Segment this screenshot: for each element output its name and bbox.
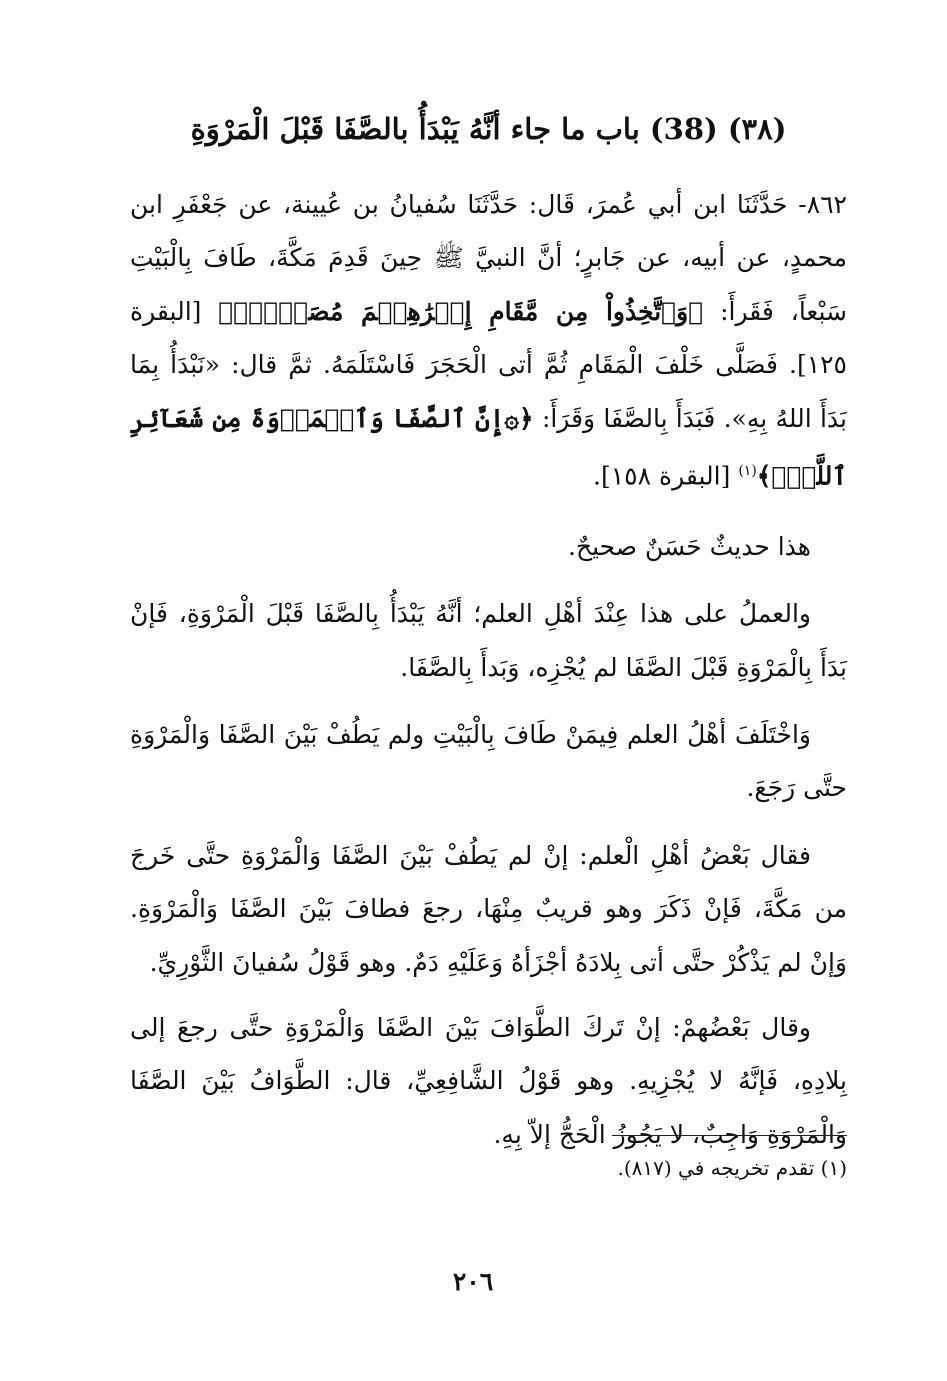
hadith-paragraph [130,178,847,503]
grading-paragraph: هذا حديثٌ حَسَنٌ صحيحٌ. [568,531,811,561]
hadith-text-2: [البقرة ١٢٥]. فَصَلَّى خَلْفَ الْمَقَامِ ثُمَّ أتى الْحَجَرَ فَاسْتَلَمَهُ. ثمَّ قال: «نَبْدَأُ بِمَا بَدَأَ اللهُ بِهِ». فَبَدَأَ بِالصَّفَا وَقَرَأَ: [130,296,847,433]
footnote: (١) تقدم تخريجه في (٨١٧). [617,1156,847,1180]
hadith-text-1: ٨٦٢- حَدَّثَنَا ابن أبي عُمرَ، قَال: حَدَّثَنَا سُفيانُ بن عُيينة، عن جَعْفَرِ ابن محمدٍ، عن أبيه، عن جَابرٍ؛ أنَّ النبيَّ ﷺ حِينَ قَدِمَ مَكَّةَ، طَافَ بِالْبَيْتِ سَبْعاً، فَقَرأَ: [130,190,847,326]
hadith-text-3: [البقرة ١٥٨]. [593,461,739,491]
commentary-paragraph-4: وقال بَعْضُهمْ: إنْ تَركَ الطَّوَافَ بَيْنَ الصَّفَا وَالْمَرْوَةِ حتَّى رجعَ إلى بِلادِهِ، فَإنَّهُ لا يُجْزِيهِ. وهو قَوْلُ الشَّافِعِيِّ، قال: الطَّوَافُ بَيْنَ الصَّفَا وَالْمَرْوَةِ وَاجِبٌ، لا يَجُوزُ الْحَجُّ إلاّ بِهِ. [130,1013,847,1149]
commentary-paragraph-1: والعملُ على هذا عِنْدَ أهْلِ العلم؛ أنَّهُ يَبْدَأُ بِالصَّفَا قَبْلَ الْمَرْوَةِ، فَإنْ بَدَأَ بِالْمَرْوَةِ قَبْلَ الصَّفَا لم يُجْزِه، وَبَدأَ بِالصَّفَا. [130,599,847,682]
commentary-paragraph-3: فقال بَعْضُ أهْلِ الْعلم: إنْ لم يَطُفْ بَيْنَ الصَّفَا وَالْمَرْوَةِ حتَّى خَرجَ من مَكَّةَ، فَإنْ ذَكَرَ وهو قريبٌ مِنْهَا، رجعَ فطافَ بَيْنَ الصَّفَا وَالْمَرْوَةِ. وَإنْ لم يَذْكُرْ حتَّى أتى بِلادَهُ أجْزَأهُ وَعَلَيْهِ دَمٌ. وهو قَوْلُ سُفيانَ الثَّوْرِيِّ. [130,840,847,977]
main-text [130,178,847,1161]
chapter-title: (٣٨) (38) باب ما جاء أنَّهُ يَبْدَأُ بالصَّفَا قَبْلَ الْمَرْوَةِ [190,112,787,146]
footnote-divider [612,1135,847,1136]
page-number: ٢٠٦ [452,1267,494,1296]
commentary-paragraph-2: وَاخْتَلَفَ أهْلُ العلم فِيمَنْ طَافَ بِالْبَيْتِ ولم يَطُفْ بَيْنَ الصَّفَا وَالْمَرْوَةِ حتَّى رَجَعَ. [130,719,847,803]
quran-verse-1: ﴿وَٱتَّخِذُواْ مِن مَّقَامِ إِبۡرَٰهِـۧمَ مُصَلࣰّىۖ﴾ [218,296,704,326]
footnote-reference: (١) [738,463,757,480]
quran-verse-2: ﴿۞إِنَّ ٱلصَّفَا وَٱلۡمَرۡوَةَ مِن شَعَآئِرِ ٱللَّهِۖ﴾ [130,403,847,491]
